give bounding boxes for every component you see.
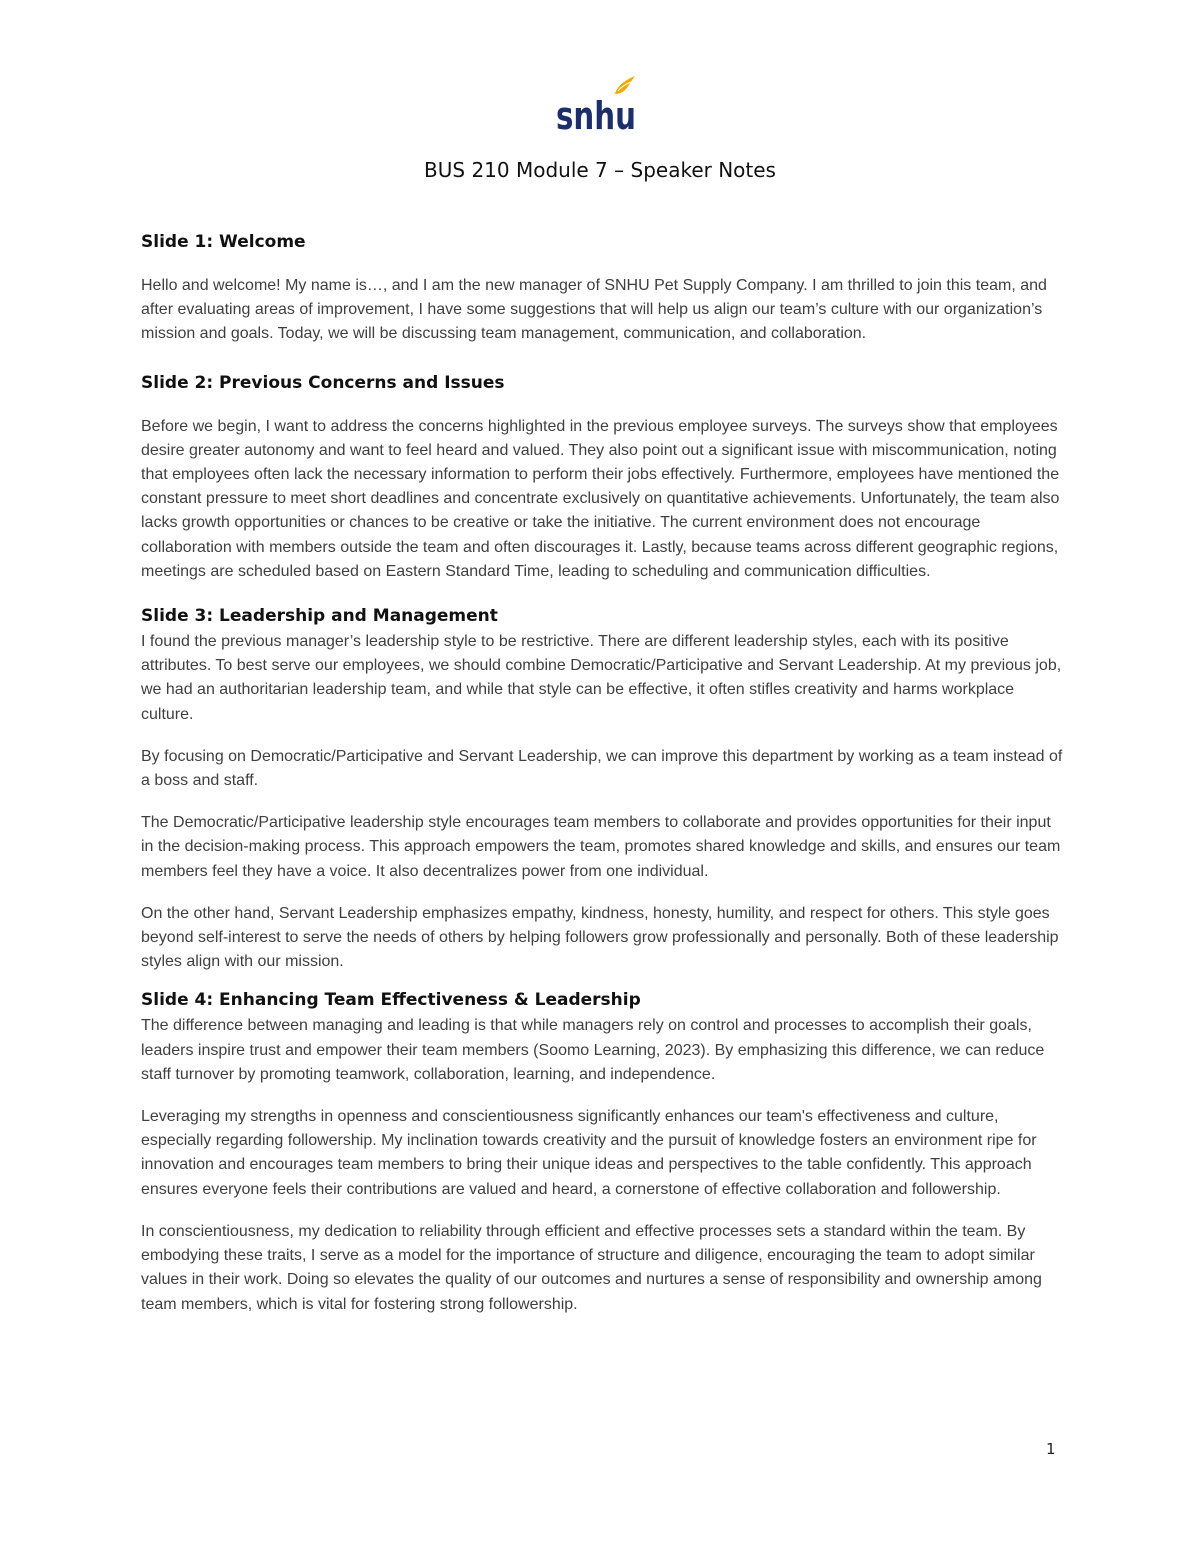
- section-heading: Slide 1: Welcome: [141, 232, 306, 252]
- flame-logo-icon: [555, 72, 639, 138]
- paragraph: Before we begin, I want to address the concerns highlighted in the previous employee surveys. The surveys show that employees desire greater autonomy and want to feel heard and valued. They also point out a significant issue with miscommunication, noting that employees often lack the necessary information to perform their jobs effectively. Furthermore, employees have mentioned the constant pressure to meet short deadlines and concentrate exclusively on quantitative achievements. Unfortunately, the team also lacks growth opportunities or chances to be creative or take the initiative. The current environment does not encourage collaboration with members outside the team and often discourages it. Lastly, because teams across different geographic regions, meetings are scheduled based on Eastern Standard Time, leading to scheduling and communication difficulties.: [141, 417, 1060, 580]
- paragraph: The difference between managing and leading is that while managers rely on control and processes to accomplish their goals, leaders inspire trust and empower their team members (Soomo Learning, 2023). By emphasizing this difference, we can reduce staff turnover by promoting teamwork, collaboration, learning, and independence.: [141, 1017, 1045, 1083]
- document-body: [141, 228, 1066, 1317]
- paragraph: By focusing on Democratic/Participative and Servant Leadership, we can improve this department by working as a team instead of a boss and staff.: [141, 747, 1063, 790]
- section-heading: Slide 2: Previous Concerns and Issues: [141, 372, 505, 393]
- paragraph: Leveraging my strengths in openness and conscientiousness significantly enhances our team's effectiveness and culture, especially regarding followership. My inclination towards creativity and the pursuit of knowledge fosters an environment ripe for innovation and encourages team members to bring their unique ideas and perspectives to the table confidently. This approach ensures everyone feels their contributions are valued and heard, a cornerstone of effective collaboration and followership.: [141, 1108, 1037, 1198]
- section-heading: Slide 4: Enhancing Team Effectiveness & Leadership: [141, 990, 641, 1011]
- logo-wordmark: snhu: [556, 94, 636, 138]
- paragraph: In conscientiousness, my dedication to reliability through efficient and effective processes sets a standard within the team. By embodying these traits, I serve as a model for the importance of structure and diligence, encouraging the team to adopt similar values in their work. Doing so elevates the quality of our outcomes and nurtures a sense of responsibility and ownership among team members, which is vital for fostering strong followership.: [141, 1222, 1042, 1313]
- section-slide-3: [141, 602, 1066, 974]
- section-slide-1: [141, 228, 1066, 347]
- snhu-logo: [555, 72, 639, 138]
- paragraph: The Democratic/Participative leadership style encourages team members to collaborate and provides opportunities for their input in the decision-making process. This approach empowers the team, promotes shared knowledge and skills, and ensures our team members feel they have a voice. It also decentralizes power from one individual.: [141, 814, 1061, 880]
- section-slide-2: [141, 369, 1066, 584]
- page-number: 1: [1046, 1440, 1056, 1458]
- paragraph: I found the previous manager’s leadership style to be restrictive. There are different leadership styles, each with its positive attributes. To best serve our employees, we should combine Democratic/Participative and Servant Leadership. At my previous job, we had an authoritarian leadership team, and while that style can be effective, it often stifles creativity and harms workplace culture.: [141, 633, 1062, 723]
- paragraph: On the other hand, Servant Leadership emphasizes empathy, kindness, honesty, humility, and respect for others. This style goes beyond self-interest to serve the needs of others by helping followers grow professionally and personally. Both of these leadership styles align with our mission.: [141, 904, 1059, 971]
- section-slide-4: [141, 986, 1066, 1316]
- paragraph: Hello and welcome! My name is…, and I am the new manager of SNHU Pet Supply Company. I am thrilled to join this team, and after evaluating areas of improvement, I have some suggestions that will help us align our team’s culture with our organization’s mission and goals. Today, we will be discussing team management, communication, and collaboration.: [141, 277, 1047, 343]
- page-title: BUS 210 Module 7 – Speaker Notes: [424, 158, 776, 182]
- section-heading: Slide 3: Leadership and Management: [141, 606, 498, 627]
